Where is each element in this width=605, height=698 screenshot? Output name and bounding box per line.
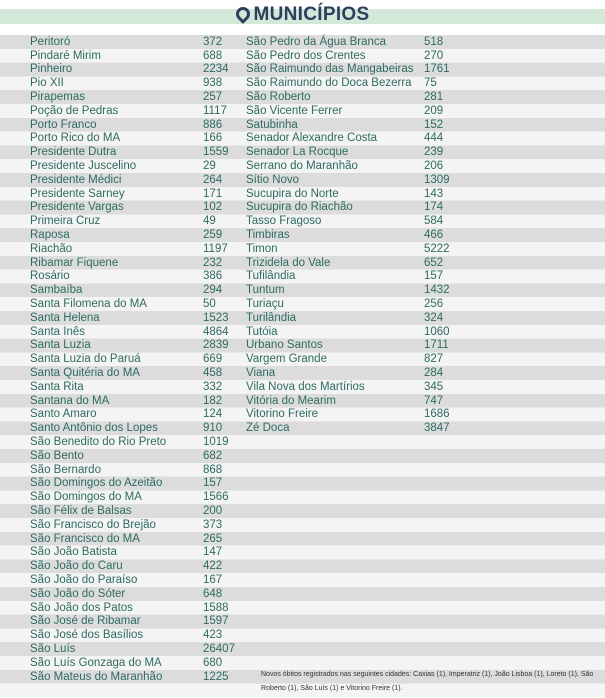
table-row [246,256,450,270]
municipality-name: São Félix de Balsas [30,504,132,517]
municipality-name: Tufilândia [246,270,296,283]
case-count: 152 [424,118,444,131]
municipality-name: Presidente Dutra [30,146,117,159]
municipality-name: Pio XII [30,77,64,90]
case-count: 324 [424,311,444,324]
table-row [246,159,450,173]
case-count: 265 [203,532,223,545]
municipality-name: Pinheiro [30,63,73,76]
municipality-name: Tutóia [246,325,278,338]
municipality-name: Serrano do Maranhão [246,160,358,173]
case-count: 50 [203,298,216,311]
table-row [246,201,450,215]
case-count: 910 [203,422,223,435]
map-pin-icon [233,4,253,24]
table-row [246,228,450,242]
table-row [246,270,450,284]
municipality-name: São Domingos do Azeitão [30,477,163,490]
case-count: 423 [203,629,223,642]
case-count: 1566 [203,491,229,504]
table-row [30,132,235,146]
municipality-name: São Luís Gonzaga do MA [30,656,162,669]
table-row [246,145,450,159]
table-row [246,242,450,256]
table-row [30,642,235,656]
table-row [30,283,235,297]
table-row [30,339,235,353]
table-row [30,559,235,573]
page-title [0,4,605,26]
case-count: 422 [203,560,223,573]
municipality-name: Presidente Juscelino [30,160,137,173]
municipality-name: Timbiras [246,229,290,242]
case-count: 167 [203,573,223,586]
municipality-name: Porto Rico do MA [30,132,121,145]
case-count: 264 [203,173,223,186]
table-row [30,656,235,670]
case-count: 281 [424,91,444,104]
table-row [246,104,450,118]
municipality-name: Santo Amaro [30,408,97,421]
case-count: 518 [424,35,444,48]
municipality-name: Timon [246,242,278,255]
case-count: 372 [203,35,223,48]
case-count: 1523 [203,311,229,324]
case-count: 284 [424,367,444,380]
table-row [30,352,235,366]
table-row [246,132,450,146]
case-count: 1225 [203,670,229,683]
table-row [30,421,235,435]
municipality-name: Presidente Médici [30,173,122,186]
table-row [246,35,450,49]
table-row [30,504,235,518]
municipality-name: São Mateus do Maranhão [30,670,163,683]
municipality-name: São Luís [30,642,76,655]
table-row [246,366,450,380]
table-row [246,76,450,90]
municipality-name: São Bernardo [30,463,101,476]
table-row [30,366,235,380]
table-row [30,76,235,90]
case-count: 102 [203,201,223,214]
case-count: 206 [424,160,444,173]
table-row [30,297,235,311]
case-count: 584 [424,215,444,228]
table-row [30,463,235,477]
case-count: 257 [203,91,223,104]
table-row [246,214,450,228]
municipality-name: Santana do MA [30,394,110,407]
table-row [30,63,235,77]
table-row [30,118,235,132]
table-row [30,587,235,601]
case-count: 26407 [203,642,235,655]
table-row [30,90,235,104]
table-row [30,270,235,284]
case-count: 209 [424,104,444,117]
case-count: 682 [203,449,223,462]
municipality-name: São Francisco do MA [30,532,140,545]
municipality-name: Rosário [30,270,70,283]
case-count: 75 [424,77,437,90]
municipality-name: Santa Rita [30,380,84,393]
municipality-name: São José de Ribamar [30,615,141,628]
municipality-name: Santa Luzia do Paruá [30,353,141,366]
municipality-name: Ribamar Fiquene [30,256,119,269]
case-count: 648 [203,587,223,600]
case-count: 182 [203,394,223,407]
case-count: 1197 [203,242,228,255]
municipality-name: Urbano Santos [246,339,323,352]
case-count: 1597 [203,615,229,628]
case-count: 200 [203,504,223,517]
municipality-name: Santa Filomena do MA [30,298,147,311]
table-row [30,394,235,408]
case-count: 938 [203,77,223,90]
table-row [30,408,235,422]
table-row [30,145,235,159]
case-count: 1686 [424,408,450,421]
table-row [30,242,235,256]
municipality-name: Pindaré Mirim [30,49,101,62]
table-row [246,49,450,63]
municipality-name: Sucupira do Norte [246,187,339,200]
case-count: 294 [203,284,223,297]
municipality-name: Presidente Sarney [30,187,125,200]
municipality-name: Santa Luzia [30,339,91,352]
case-count: 466 [424,229,444,242]
table-row [246,187,450,201]
municipality-name: Vila Nova dos Martírios [246,380,365,393]
table-row [30,173,235,187]
municipality-name: Riachão [30,242,73,255]
municipality-name: São Domingos do MA [30,491,142,504]
table-row [246,63,450,77]
table-row [246,352,450,366]
table-row [30,532,235,546]
table-row [30,256,235,270]
table-row [30,35,235,49]
municipality-name: Raposa [30,229,70,242]
municipality-name: São João do Caru [30,560,123,573]
municipality-name: São Pedro dos Crentes [246,49,366,62]
case-count: 166 [203,132,223,145]
municipality-name: Senador La Rocque [246,146,349,159]
municipality-name: Sítio Novo [246,173,300,186]
table-row [246,311,450,325]
table-row [246,408,450,422]
table-row [246,325,450,339]
municipality-name: São José dos Basílios [30,629,144,642]
municipality-name: Santa Quitéria do MA [30,367,140,380]
municipality-name: Sucupira do Riachão [246,201,353,214]
municipality-name: Poção de Pedras [30,104,119,117]
case-count: 1559 [203,146,229,159]
table-row [246,297,450,311]
municipality-name: Zé Doca [246,422,290,435]
municipality-name: São Bento [30,449,84,462]
table-row [246,394,450,408]
case-count: 5222 [424,242,450,255]
table-row [30,670,235,684]
case-count: 868 [203,463,223,476]
case-count: 444 [424,132,444,145]
municipality-name: São Pedro da Água Branca [246,35,387,48]
case-count: 386 [203,270,223,283]
case-count: 458 [203,367,223,380]
case-count: 373 [203,518,223,531]
municipality-name: São Raimundo das Mangabeiras [246,63,414,76]
case-count: 345 [424,380,444,393]
municipality-name: Vitória do Mearim [246,394,336,407]
municipality-name: Senador Alexandre Costa [246,132,378,145]
table-row [30,325,235,339]
case-count: 669 [203,353,223,366]
case-count: 3847 [424,422,450,435]
case-count: 747 [424,394,444,407]
table-row [30,104,235,118]
municipality-name: São Benedito do Rio Preto [30,436,167,448]
case-count: 1761 [424,63,450,76]
case-count: 680 [203,656,223,669]
municipality-name: Santo Antônio dos Lopes [30,422,158,435]
municipality-name: Primeira Cruz [30,215,101,228]
municipality-name: Porto Franco [30,118,97,131]
municipality-name: Presidente Vargas [30,201,124,214]
municipality-name: São João do Sóter [30,587,126,600]
case-count: 1117 [203,104,227,117]
case-count: 4864 [203,325,229,338]
table-row [30,614,235,628]
table-row [30,228,235,242]
case-count: 688 [203,49,223,62]
municipality-name: Peritoró [30,35,71,48]
table-row [30,573,235,587]
case-count: 270 [424,49,444,62]
municipality-name: São João dos Patos [30,601,133,614]
case-count: 157 [203,477,223,490]
table-row [246,90,450,104]
table-row [30,159,235,173]
table-row [30,518,235,532]
case-count: 239 [424,146,444,159]
case-count: 1432 [424,284,450,297]
municipality-name: Trizidela do Vale [246,256,331,269]
case-count: 827 [424,353,444,366]
table-row [30,601,235,615]
table-row [30,435,235,449]
case-count: 124 [203,408,223,421]
table-row [30,201,235,215]
municipality-name: São Raimundo do Doca Bezerra [246,77,412,90]
left-column [30,35,235,683]
right-column [246,35,450,435]
municipality-name: Satubinha [246,118,298,131]
table-row [246,339,450,353]
municipality-name: Santa Inês [30,325,85,338]
municipality-name: Tasso Fragoso [246,215,322,228]
case-count: 49 [203,215,216,228]
municipality-name: Pirapemas [30,91,85,104]
municipality-name: São João do Paraíso [30,573,138,586]
table-row [246,118,450,132]
table-row [30,49,235,63]
table-row [30,214,235,228]
case-count: 1711 [424,339,449,352]
municipality-name: Turiaçu [246,298,284,311]
municipality-name: São Francisco do Brejão [30,518,156,531]
case-count: 157 [424,270,444,283]
municipality-name: São João Batista [30,546,117,559]
case-count: 886 [203,118,223,131]
case-count: 1309 [424,173,450,186]
case-count: 29 [203,160,216,173]
case-count: 174 [424,201,444,214]
case-count: 259 [203,229,223,242]
table-row [30,311,235,325]
municipality-name: Vargem Grande [246,353,327,366]
case-count: 256 [424,298,444,311]
table-row [30,380,235,394]
table-row [30,545,235,559]
case-count: 232 [203,256,223,269]
municipality-name: São Vicente Ferrer [246,104,343,117]
case-count: 1060 [424,325,450,338]
case-count: 332 [203,380,223,393]
table-row [30,187,235,201]
municipality-name: Vitorino Freire [246,408,319,421]
table-row [30,477,235,491]
case-count: 1588 [203,601,229,614]
municipality-name: Turilândia [246,311,297,324]
case-count: 652 [424,256,444,269]
title-text: MUNICÍPIOS [253,4,370,25]
municipality-name: São Roberto [246,91,311,104]
case-count: 147 [203,546,223,559]
case-count: 2234 [203,63,229,76]
case-count: 143 [424,187,444,200]
table-row [246,283,450,297]
table-row [30,449,235,463]
table-row [30,628,235,642]
municipality-name: Tuntum [246,284,285,297]
footnote: Novos óbitos registrados nas seguintes cidades: Caxias (1), Imperatriz (1), João Lisboa (1), Loreto (1), São Roberto (1), São Luís (1) e Vitorino Freire (1). [261,671,594,692]
case-count: 171 [203,187,223,200]
case-count: 2839 [203,339,229,352]
table-row [246,421,450,435]
table-row [30,490,235,504]
municipality-name: Sambaíba [30,284,83,297]
case-count: 1019 [203,436,229,448]
table-row [246,380,450,394]
municipality-name: Santa Helena [30,311,100,324]
table-row [246,173,450,187]
municipality-name: Viana [246,367,276,380]
